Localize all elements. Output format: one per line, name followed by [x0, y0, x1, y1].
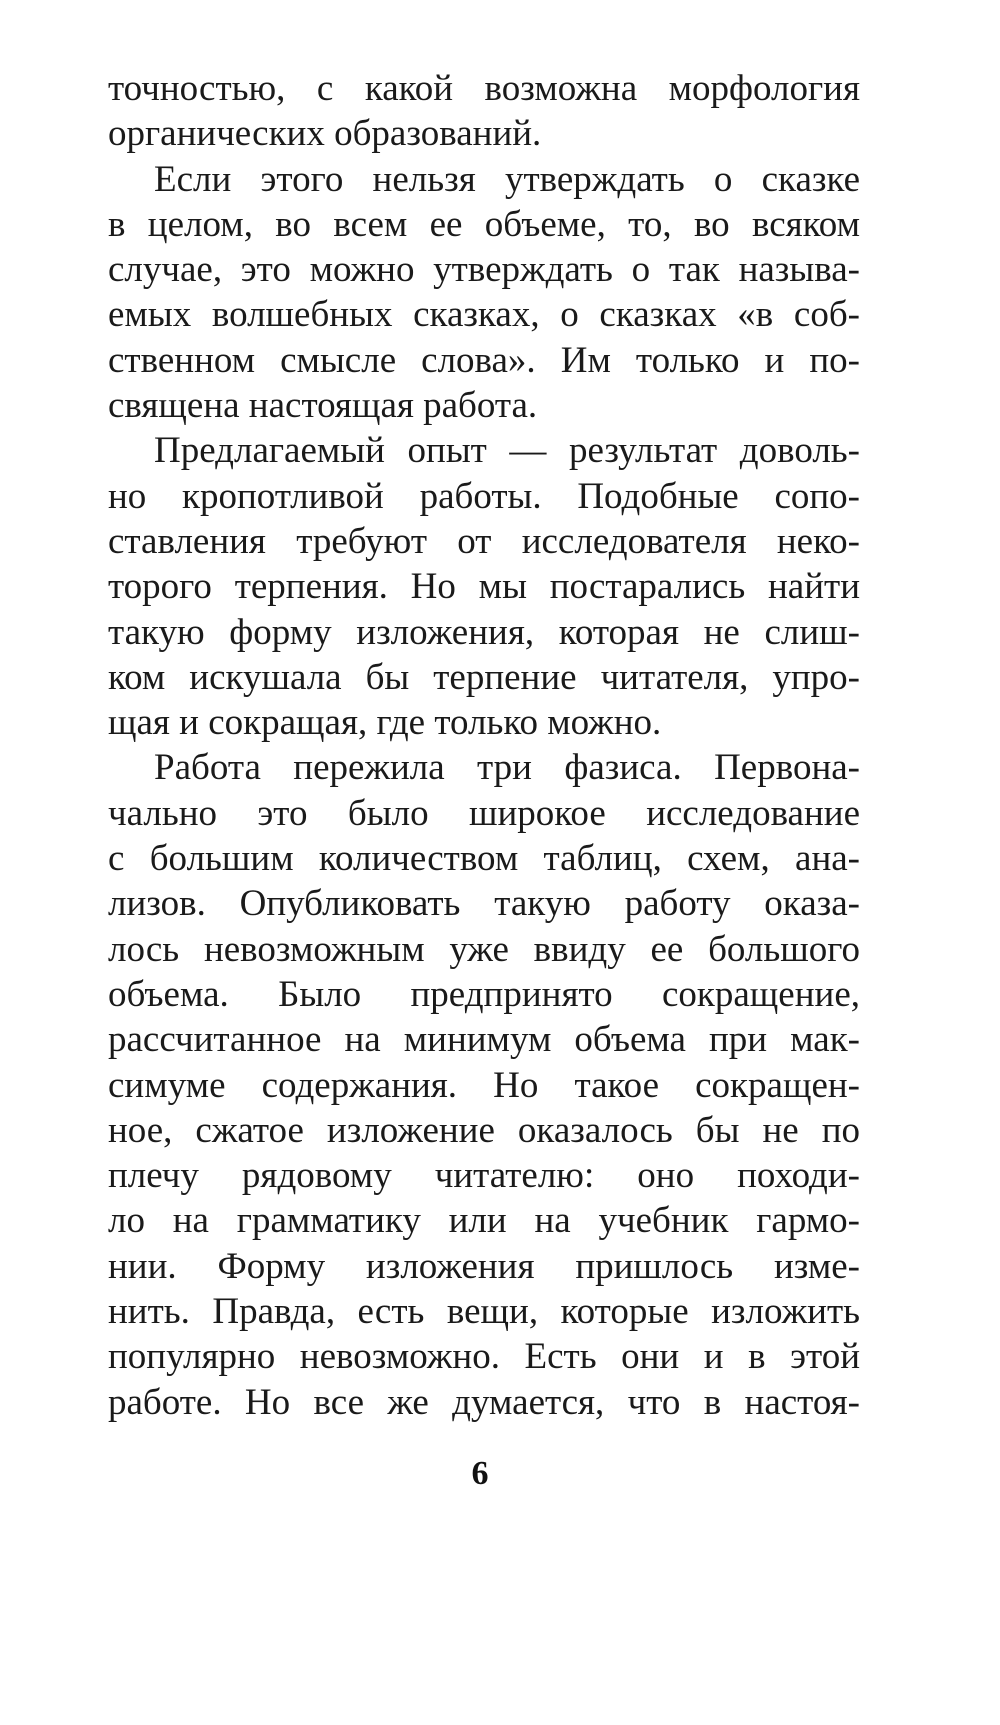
text-line: популярно невозможно. Есть они и в этой — [108, 1336, 860, 1378]
text-line: симуме содержания. Но такое сокращен- — [108, 1064, 860, 1106]
text-line: объема. Было предпринято сокращение, — [108, 973, 860, 1015]
book-page-text — [108, 66, 860, 1425]
text-line: священа настоящая работа. — [108, 385, 538, 427]
text-line: Работа пережила три фазиса. Первона- — [154, 747, 860, 789]
text-line: в целом, во всем ее объеме, то, во всяком — [108, 203, 860, 245]
text-line: щая и сокращая, где только можно. — [108, 702, 662, 744]
text-line: торого терпения. Но мы постарались найти — [108, 566, 860, 608]
text-line: лось невозможным уже ввиду ее большого — [108, 928, 860, 970]
text-line: нить. Правда, есть вещи, которые изложить — [108, 1291, 860, 1333]
text-line: ком искушала бы терпение читателя, упро- — [108, 656, 860, 698]
text-line: Предлагаемый опыт — результат доволь- — [154, 430, 860, 472]
text-line: ло на грамматику или на учебник гармо- — [108, 1200, 860, 1242]
text-line: точностью, с какой возможна морфология — [108, 68, 860, 109]
text-line: Если этого нельзя утверждать о сказке — [154, 158, 860, 200]
text-line: ственном смысле слова». Им только и по- — [108, 339, 860, 381]
text-line: лизов. Опубликовать такую работу оказа- — [108, 883, 860, 925]
text-line: ное, сжатое изложение оказалось бы не по — [108, 1109, 860, 1151]
text-line: ставления требуют от исследователя неко- — [108, 520, 860, 562]
text-line: нии. Форму изложения пришлось изме- — [108, 1245, 860, 1287]
text-line: с большим количеством таблиц, схем, ана- — [108, 838, 860, 880]
page-number: 6 — [471, 1455, 489, 1492]
text-line: но кропотливой работы. Подобные сопо- — [108, 475, 860, 517]
text-line: чально это было широкое исследование — [108, 792, 860, 834]
text-line: случае, это можно утверждать о так называ- — [108, 249, 860, 291]
text-line: плечу рядовому читателю: оно походи- — [108, 1155, 860, 1197]
text-line: такую форму изложения, которая не слиш- — [108, 611, 860, 653]
text-line: органических образований. — [108, 113, 542, 155]
text-line: работе. Но все же думается, что в настоя- — [108, 1381, 860, 1423]
text-line: рассчитанное на минимум объема при мак- — [108, 1019, 860, 1061]
text-line: емых волшебных сказках, о сказках «в соб- — [108, 294, 860, 336]
